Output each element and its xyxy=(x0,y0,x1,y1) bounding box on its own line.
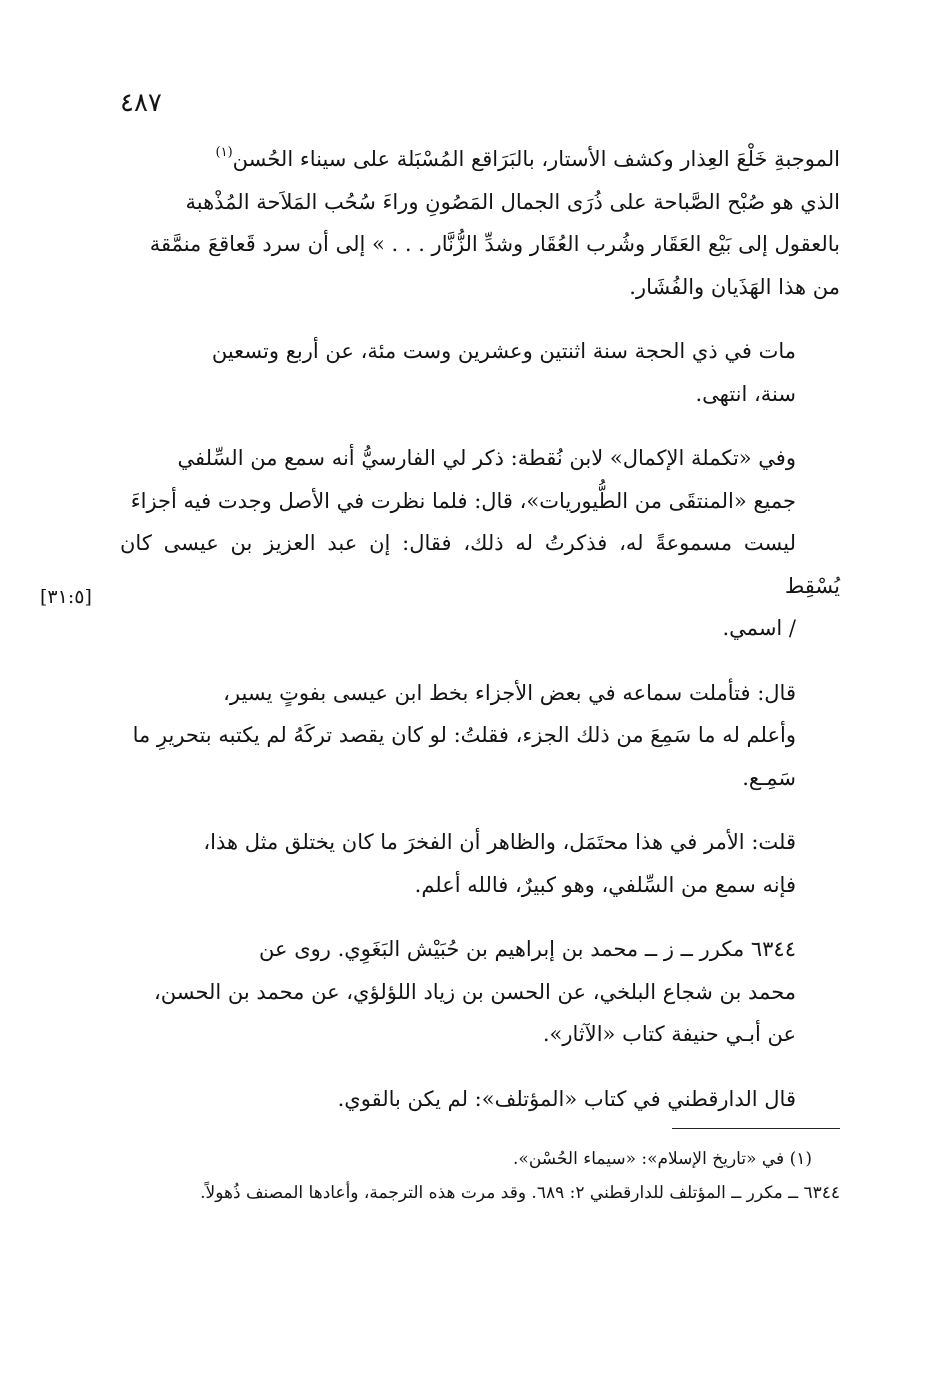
text-line: الذي هو صُبْح الصَّباحة على ذُرَى الجمال المَصُونِ وراءَ سُحُب المَلاَحة المُذْهبة xyxy=(185,189,840,214)
text-line: من هذا الهَذَيان والفُشَار. xyxy=(629,274,840,299)
text-line: الموجبةِ خَلْعَ العِذار وكشف الأستار، بالبَرَاقع المُسْبَلة على سيناء الحُسن$^{(١)}$ xyxy=(215,145,840,171)
text-line: عن أبـي حنيفة كتاب «الآثار». xyxy=(542,1022,796,1046)
paragraph-7 xyxy=(120,1078,840,1121)
text-line: فإنه سمع من السِّلفي، وهو كبيرٌ، فالله أعلم. xyxy=(414,872,796,897)
paragraph-5 xyxy=(120,821,840,906)
text-line: وأعلم له ما سَمِعَ من ذلك الجزء، فقلتُ: لو كان يقصد تركَهُ لم يكتبه بتحريرِ ما xyxy=(132,723,796,747)
paragraph-2 xyxy=(120,330,840,415)
margin-volume-page-reference: [٣١:٥] xyxy=(40,586,92,608)
text-line: قال الدارقطني في كتاب «المؤتلف»: لم يكن بالقوي. xyxy=(337,1086,796,1111)
text-line: بالعقول إلى بَيْع العَقَار وشُرب العُقَار وشدِّ الزُّنَّار . . . » إلى أن سرد قَعاقعَ منمَّقة xyxy=(149,232,840,256)
text-line: وفي «تكملة الإكمال» لابن نُقطة: ذكر لي الفارسيُّ أنه سمع من السِّلفي xyxy=(177,446,796,470)
footnote-reference[interactable]: (١) xyxy=(215,145,233,160)
text-line: قال: فتأملت سماعه في بعض الأجزاء بخط ابن عيسى بفوتٍ يسير، xyxy=(223,680,796,705)
footnote-2: ٦٣٤٤ ــ مكرر ــ المؤتلف للدارقطني ٢: ٦٨٩. وقد مرت هذه الترجمة، وأعادها المصنف ذُهولاً. xyxy=(200,1183,840,1203)
text-line: ٦٣٤٤ مكرر ــ ز ــ محمد بن إبراهيم بن حُبَيْش البَغَوِي. روى عن xyxy=(259,937,796,961)
text-line: سَمِـع. xyxy=(742,765,796,790)
entry-6344-paragraph xyxy=(120,928,840,1056)
footnote-divider xyxy=(672,1128,840,1129)
footnote-1: (١) في «تاريخ الإسلام»: «سيماء الحُسْن». xyxy=(513,1149,812,1169)
text-line: قلت: الأمر في هذا محتَمَل، والظاهر أن الفخرَ ما كان يختلق مثل هذا، xyxy=(203,830,796,854)
text-line: ليست مسموعةً له، فذكرتُ له ذلك، فقال: إن عبد العزيز بن عيسى كان يُسْقِط xyxy=(120,531,840,598)
main-text xyxy=(120,138,840,1142)
paragraph-4 xyxy=(120,672,840,800)
paragraph-1 xyxy=(120,138,840,308)
footnotes xyxy=(120,1142,840,1210)
text-line: سنة، انتهى. xyxy=(695,381,796,406)
text-line: جميع «المنتقَى من الطُّيوريات»، قال: فلما نظرت في الأصل وجدت فيه أجزاءَ xyxy=(130,488,796,513)
text-line: / اسمي. xyxy=(722,616,796,640)
text-line: مات في ذي الحجة سنة اثنتين وعشرين وست مئة، عن أربع وتسعين xyxy=(211,339,796,363)
page-number: ٤٨٧ xyxy=(120,88,162,118)
text-line: محمد بن شجاع البلخي، عن الحسن بن زياد اللؤلؤي، عن محمد بن الحسن، xyxy=(153,979,796,1004)
paragraph-3 xyxy=(120,437,840,650)
